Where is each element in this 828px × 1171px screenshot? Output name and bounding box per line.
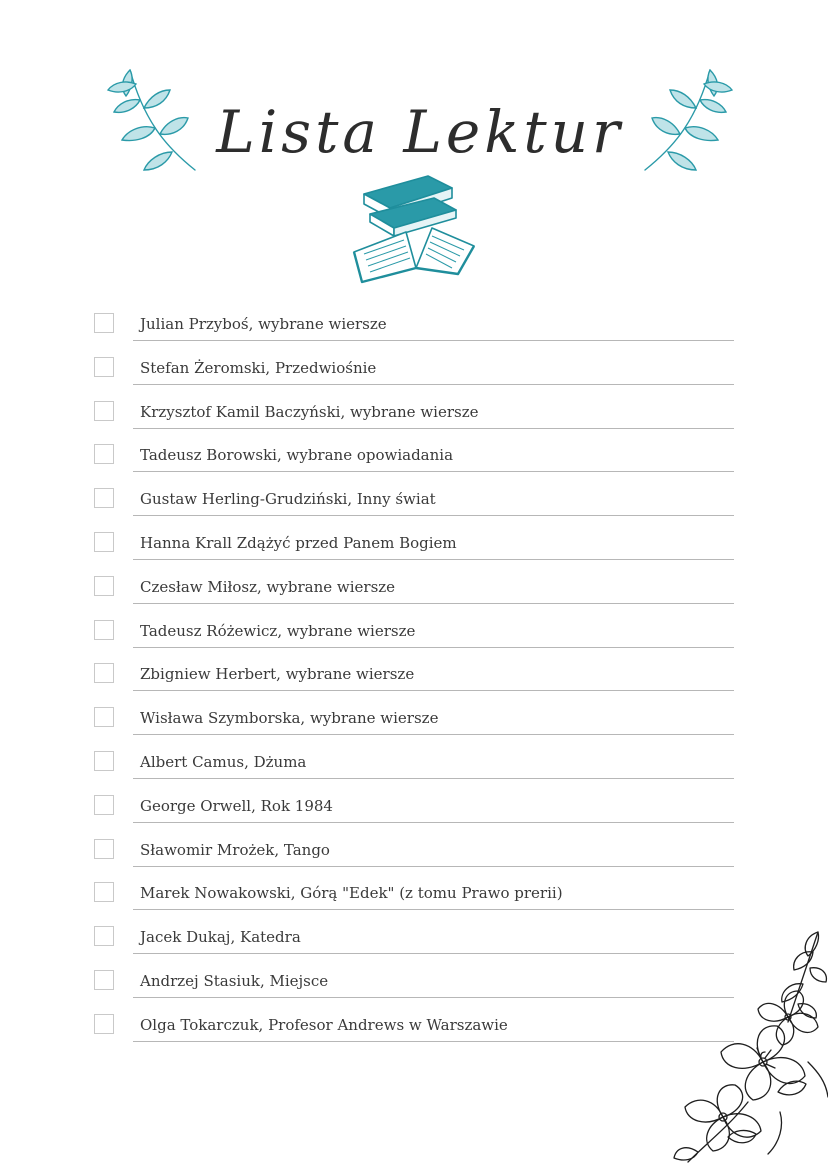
- checkbox[interactable]: [94, 926, 114, 946]
- item-label: Andrzej Stasiuk, Miejsce: [140, 971, 329, 990]
- item-label: Marek Nowakowski, Górą "Edek" (z tomu Prawo prerii): [140, 884, 563, 903]
- divider: [133, 471, 734, 472]
- item-label: Sławomir Mrożek, Tango: [140, 840, 330, 859]
- divider: [133, 866, 734, 867]
- divider: [133, 997, 734, 998]
- list-item: [94, 657, 734, 701]
- checkbox[interactable]: [94, 401, 114, 421]
- checkbox[interactable]: [94, 444, 114, 464]
- list-item: [94, 876, 734, 920]
- divider: [133, 603, 734, 604]
- reading-checklist: [94, 307, 734, 1052]
- checkbox[interactable]: [94, 751, 114, 771]
- checkbox[interactable]: [94, 357, 114, 377]
- item-label: Tadeusz Borowski, wybrane opowiadania: [140, 446, 454, 465]
- list-item: [94, 438, 734, 482]
- divider: [133, 384, 734, 385]
- checkbox[interactable]: [94, 488, 114, 508]
- checkbox[interactable]: [94, 882, 114, 902]
- list-item: [94, 351, 734, 395]
- list-item: [94, 395, 734, 439]
- checkbox[interactable]: [94, 839, 114, 859]
- divider: [133, 734, 734, 735]
- list-item: [94, 614, 734, 658]
- list-item: [94, 570, 734, 614]
- item-label: Zbigniew Herbert, wybrane wiersze: [140, 665, 415, 684]
- checkbox[interactable]: [94, 707, 114, 727]
- item-label: Gustaw Herling-Grudziński, Inny świat: [140, 490, 436, 509]
- item-label: Olga Tokarczuk, Profesor Andrews w Warszawie: [140, 1015, 508, 1034]
- list-item: [94, 789, 734, 833]
- divider: [133, 909, 734, 910]
- item-label: Stefan Żeromski, Przedwiośnie: [140, 358, 377, 377]
- books-icon: [350, 170, 478, 290]
- checkbox[interactable]: [94, 970, 114, 990]
- checkbox[interactable]: [94, 663, 114, 683]
- checkbox[interactable]: [94, 795, 114, 815]
- checkbox[interactable]: [94, 313, 114, 333]
- divider: [133, 690, 734, 691]
- divider: [133, 1041, 734, 1042]
- flowers-icon: [668, 922, 828, 1171]
- list-item: [94, 701, 734, 745]
- leaf-branch-left-icon: [100, 60, 200, 185]
- page-title: Lista Lektur: [216, 98, 624, 166]
- divider: [133, 515, 734, 516]
- divider: [133, 647, 734, 648]
- item-label: Krzysztof Kamil Baczyński, wybrane wiersze: [140, 402, 479, 421]
- checkbox[interactable]: [94, 620, 114, 640]
- list-item: [94, 964, 734, 1008]
- list-item: [94, 482, 734, 526]
- item-label: Jacek Dukaj, Katedra: [140, 928, 301, 947]
- list-item: [94, 526, 734, 570]
- list-item: [94, 920, 734, 964]
- checkbox[interactable]: [94, 532, 114, 552]
- divider: [133, 559, 734, 560]
- checkbox[interactable]: [94, 576, 114, 596]
- list-item: [94, 1008, 734, 1052]
- leaf-branch-right-icon: [640, 60, 740, 185]
- divider: [133, 953, 734, 954]
- list-item: [94, 833, 734, 877]
- item-label: Hanna Krall Zdążyć przed Panem Bogiem: [140, 533, 457, 552]
- list-item: [94, 307, 734, 351]
- item-label: Wisława Szymborska, wybrane wiersze: [140, 709, 439, 728]
- item-label: Czesław Miłosz, wybrane wiersze: [140, 577, 396, 596]
- divider: [133, 428, 734, 429]
- item-label: Tadeusz Różewicz, wybrane wiersze: [140, 621, 416, 640]
- divider: [133, 778, 734, 779]
- item-label: George Orwell, Rok 1984: [140, 796, 333, 815]
- item-label: Albert Camus, Dżuma: [140, 752, 307, 771]
- checkbox[interactable]: [94, 1014, 114, 1034]
- divider: [133, 340, 734, 341]
- divider: [133, 822, 734, 823]
- list-item: [94, 745, 734, 789]
- item-label: Julian Przyboś, wybrane wiersze: [140, 315, 387, 333]
